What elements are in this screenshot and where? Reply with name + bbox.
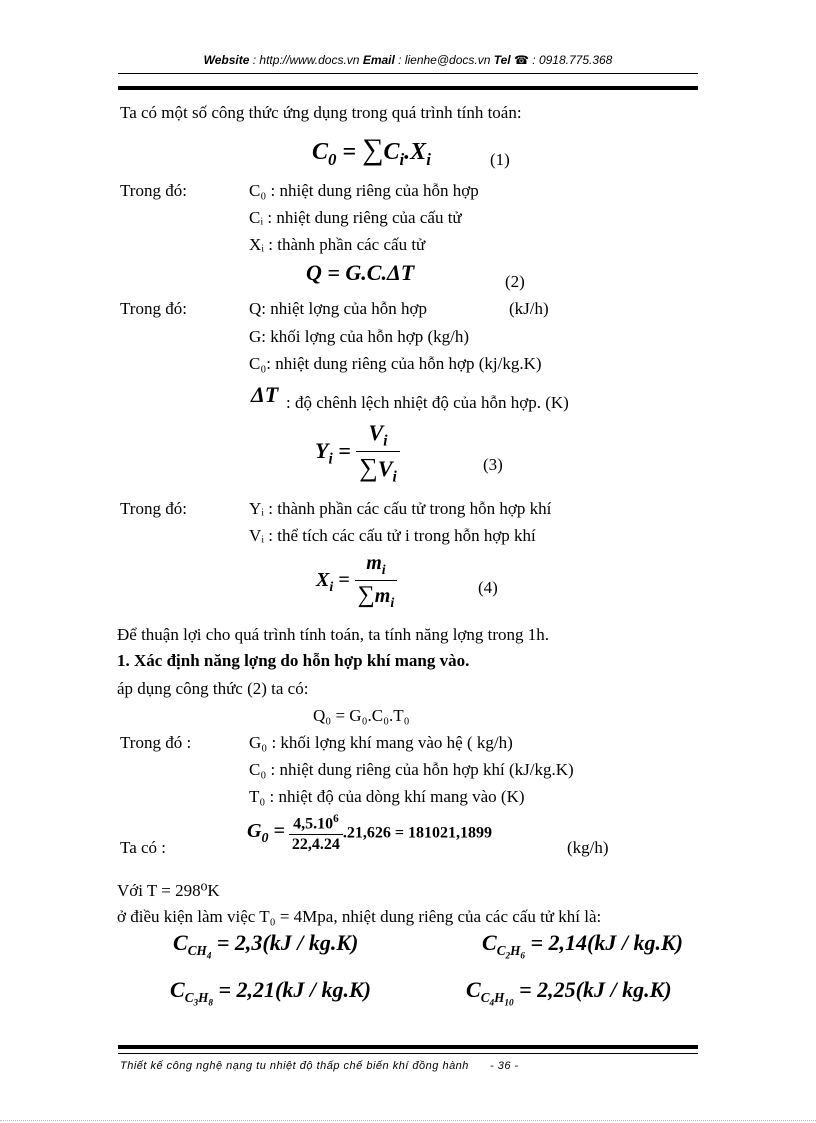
footer-rule-thick bbox=[118, 1045, 698, 1049]
equation-3: $Y_i$ = $\frac{V_i}{\sum V_i}$ bbox=[315, 420, 400, 487]
equation-g0: $G_0$ = $\frac{4,5.10^6}{22,4.24}$ .21,626 = 181021,1899 bbox=[247, 813, 492, 854]
def-xi: Xᵢ : thành phần các cấu tử bbox=[249, 235, 426, 254]
equation-4-label: (4) bbox=[478, 578, 498, 597]
equation-1: $C_0 = \sum C_i.X_i$ bbox=[312, 133, 431, 169]
intro-text: Ta có một số công thức ứng dụng trong quá trình tính toán: bbox=[120, 103, 522, 122]
section-heading-1: 1. Xác định năng lợng do hỗn hợp khí mang vào. bbox=[117, 651, 470, 670]
email-label: Email bbox=[362, 53, 395, 67]
heat-capacity-c2h6: $C_{C_2H_6} = 2,14(kJ / kg.K)$ bbox=[482, 930, 683, 962]
equation-3-label: (3) bbox=[483, 455, 503, 474]
def-c0: C₀ : nhiệt dung riêng của hỗn hợp bbox=[249, 181, 479, 200]
phone-icon: ☎ bbox=[513, 53, 529, 67]
header-rule-thin bbox=[118, 73, 698, 74]
def-t0: T₀ : nhiệt độ của dòng khí mang vào (K) bbox=[249, 787, 525, 806]
website-value: : http://www.docs.vn bbox=[249, 53, 363, 67]
condition-line: ở điều kiện làm việc T₀ = 4Mpa, nhiệt dung riêng của các cấu tử khí là: bbox=[117, 907, 602, 926]
g0-exponent: 6 bbox=[333, 813, 339, 825]
def-q-unit: (kJ/h) bbox=[509, 299, 549, 318]
email-value: : lienhe@docs.vn bbox=[394, 53, 494, 67]
def-vi: Vᵢ : thể tích các cấu tử i trong hỗn hợp khí bbox=[249, 526, 536, 545]
def-c0-3: C₀ : nhiệt dung riêng của hỗn hợp khí (kJ/kg.K) bbox=[249, 760, 574, 779]
where-label-4: Trong đó : bbox=[120, 733, 192, 752]
def-g0: G₀ : khối lợng khí mang vào hệ ( kg/h) bbox=[249, 733, 513, 752]
where-label-1: Trong đó: bbox=[120, 181, 187, 200]
website-label: Website bbox=[203, 53, 250, 67]
equation-1-label: (1) bbox=[490, 150, 510, 169]
tel-value: : 0918.775.368 bbox=[528, 53, 613, 67]
equation-2: Q = G.C.ΔT bbox=[306, 260, 415, 285]
equation-2-label: (2) bbox=[505, 272, 525, 291]
footer-text: Thiết kế công nghệ nạng tu nhiệt độ thấp chế biến khí đồng hành bbox=[120, 1060, 469, 1072]
where-label-2: Trong đó: bbox=[120, 299, 187, 318]
def-c0-2: C₀: nhiệt dung riêng của hỗn hợp (kj/kg.K) bbox=[249, 354, 542, 373]
footer-rule-thin bbox=[118, 1053, 698, 1054]
heat-capacity-c2h6-value: = 2,14(kJ / kg.K) bbox=[530, 930, 683, 955]
heat-capacity-ch4-value: = 2,3(kJ / kg.K) bbox=[216, 930, 359, 955]
page-header bbox=[0, 53, 816, 67]
bottom-dotted-line bbox=[0, 1120, 816, 1121]
heat-capacity-c4h10: $C_{C_4H_{10}} = 2,25(kJ / kg.K)$ bbox=[466, 977, 672, 1009]
apply-text: áp dụng công thức (2) ta có: bbox=[117, 679, 309, 698]
g0-unit: (kg/h) bbox=[567, 838, 609, 857]
g0-numerator: 4,5.10 bbox=[293, 815, 334, 833]
paragraph-energy: Để thuận lợi cho quá trình tính toán, ta tính năng lợng trong 1h. bbox=[117, 625, 550, 644]
heat-capacity-ch4: $C_{CH_4} = 2,3(kJ / kg.K)$ bbox=[173, 930, 359, 962]
page-number: - 36 - bbox=[490, 1060, 519, 1072]
equation-4: $X_i$ = $\frac{m_i}{\sum m_i}$ bbox=[316, 552, 397, 612]
def-delta-t: : độ chênh lệch nhiệt độ của hỗn hợp. (K) bbox=[286, 393, 569, 412]
g0-denominator: 22,4.24 bbox=[291, 836, 340, 854]
def-ci: Cᵢ : nhiệt dung riêng của cấu tử bbox=[249, 208, 462, 227]
def-yi: Yᵢ : thành phần các cấu tử trong hỗn hợp khí bbox=[249, 499, 552, 518]
temperature-line: Với T = 298⁰K bbox=[117, 881, 220, 900]
heat-capacity-c3h8: $C_{C_3H_8} = 2,21(kJ / kg.K)$ bbox=[170, 977, 371, 1009]
g0-result: .21,626 = 181021,1899 bbox=[342, 824, 492, 842]
tel-label: Tel bbox=[493, 53, 511, 67]
def-q: Q: nhiệt lợng của hỗn hợp bbox=[249, 299, 428, 318]
ta-co-label: Ta có : bbox=[120, 838, 167, 857]
delta-t-symbol: ΔT bbox=[251, 382, 279, 407]
where-label-3: Trong đó: bbox=[120, 499, 187, 518]
equation-5: Q₀ = G₀.C₀.T₀ bbox=[313, 706, 410, 725]
header-rule-thick bbox=[118, 86, 698, 90]
heat-capacity-c3h8-value: = 2,21(kJ / kg.K) bbox=[218, 977, 371, 1002]
heat-capacity-c4h10-value: = 2,25(kJ / kg.K) bbox=[519, 977, 672, 1002]
def-g: G: khối lợng của hỗn hợp (kg/h) bbox=[249, 327, 470, 346]
